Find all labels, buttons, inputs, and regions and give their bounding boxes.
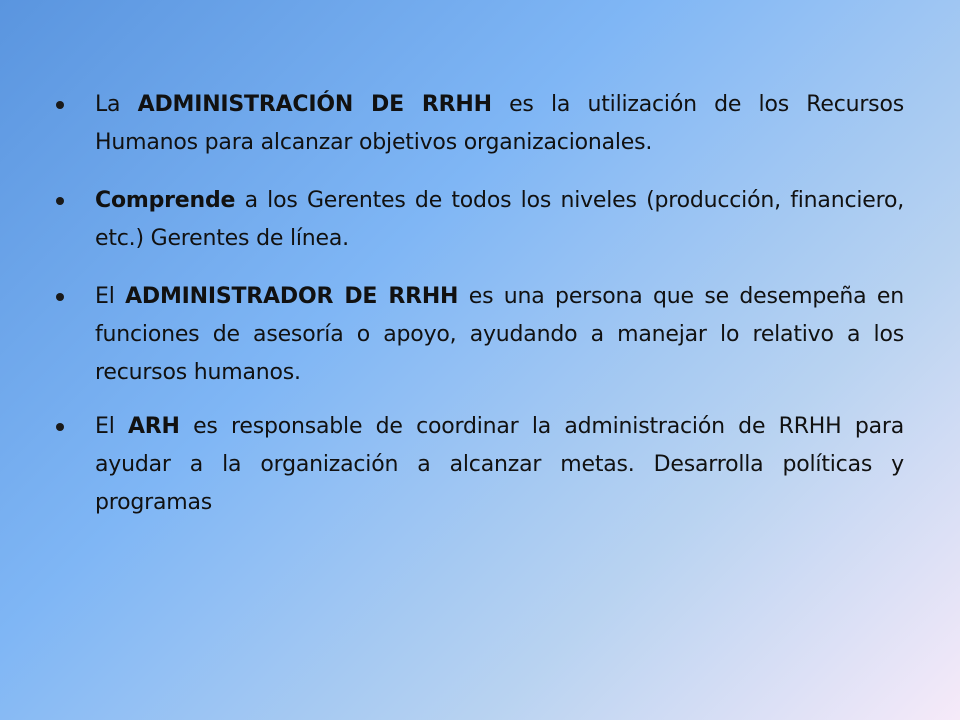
bullet-dot-icon [56, 423, 64, 431]
bullet-text-bold: ADMINISTRACIÓN DE RRHH [137, 92, 492, 117]
bullet-dot-icon [56, 197, 64, 205]
bullet-text-post: es la utilización de los Recursos Humanos para alcanzar objetivos organizacionales. [95, 92, 904, 155]
bullet-text-pre: La [95, 92, 138, 117]
bullet-text-post: es responsable de coordinar la administración de RRHH para ayudar a la organización a alcanzar metas. Desarrolla políticas y programas [95, 414, 904, 515]
bullet-item-comprende [56, 182, 904, 258]
bullet-item-administrador [56, 278, 904, 392]
bullet-item-arh [56, 408, 904, 522]
bullet-text-post: a los Gerentes de todos los niveles (producción, financiero, etc.) Gerentes de línea. [95, 188, 904, 251]
bullet-item-administracion [56, 86, 904, 162]
bullet-text-bold: ADMINISTRADOR DE RRHH [125, 284, 459, 309]
bullet-text-pre: El [95, 414, 128, 439]
bullet-dot-icon [56, 101, 64, 109]
bullet-text-post: es una persona que se desempeña en funciones de asesoría o apoyo, ayudando a manejar lo relativo a los recursos humanos. [95, 284, 905, 385]
bullet-list [56, 86, 904, 542]
bullet-text-bold: ARH [127, 414, 180, 439]
bullet-text-bold: Comprende [95, 188, 236, 213]
bullet-dot-icon [56, 293, 64, 301]
bullet-text-pre: El [95, 284, 126, 309]
